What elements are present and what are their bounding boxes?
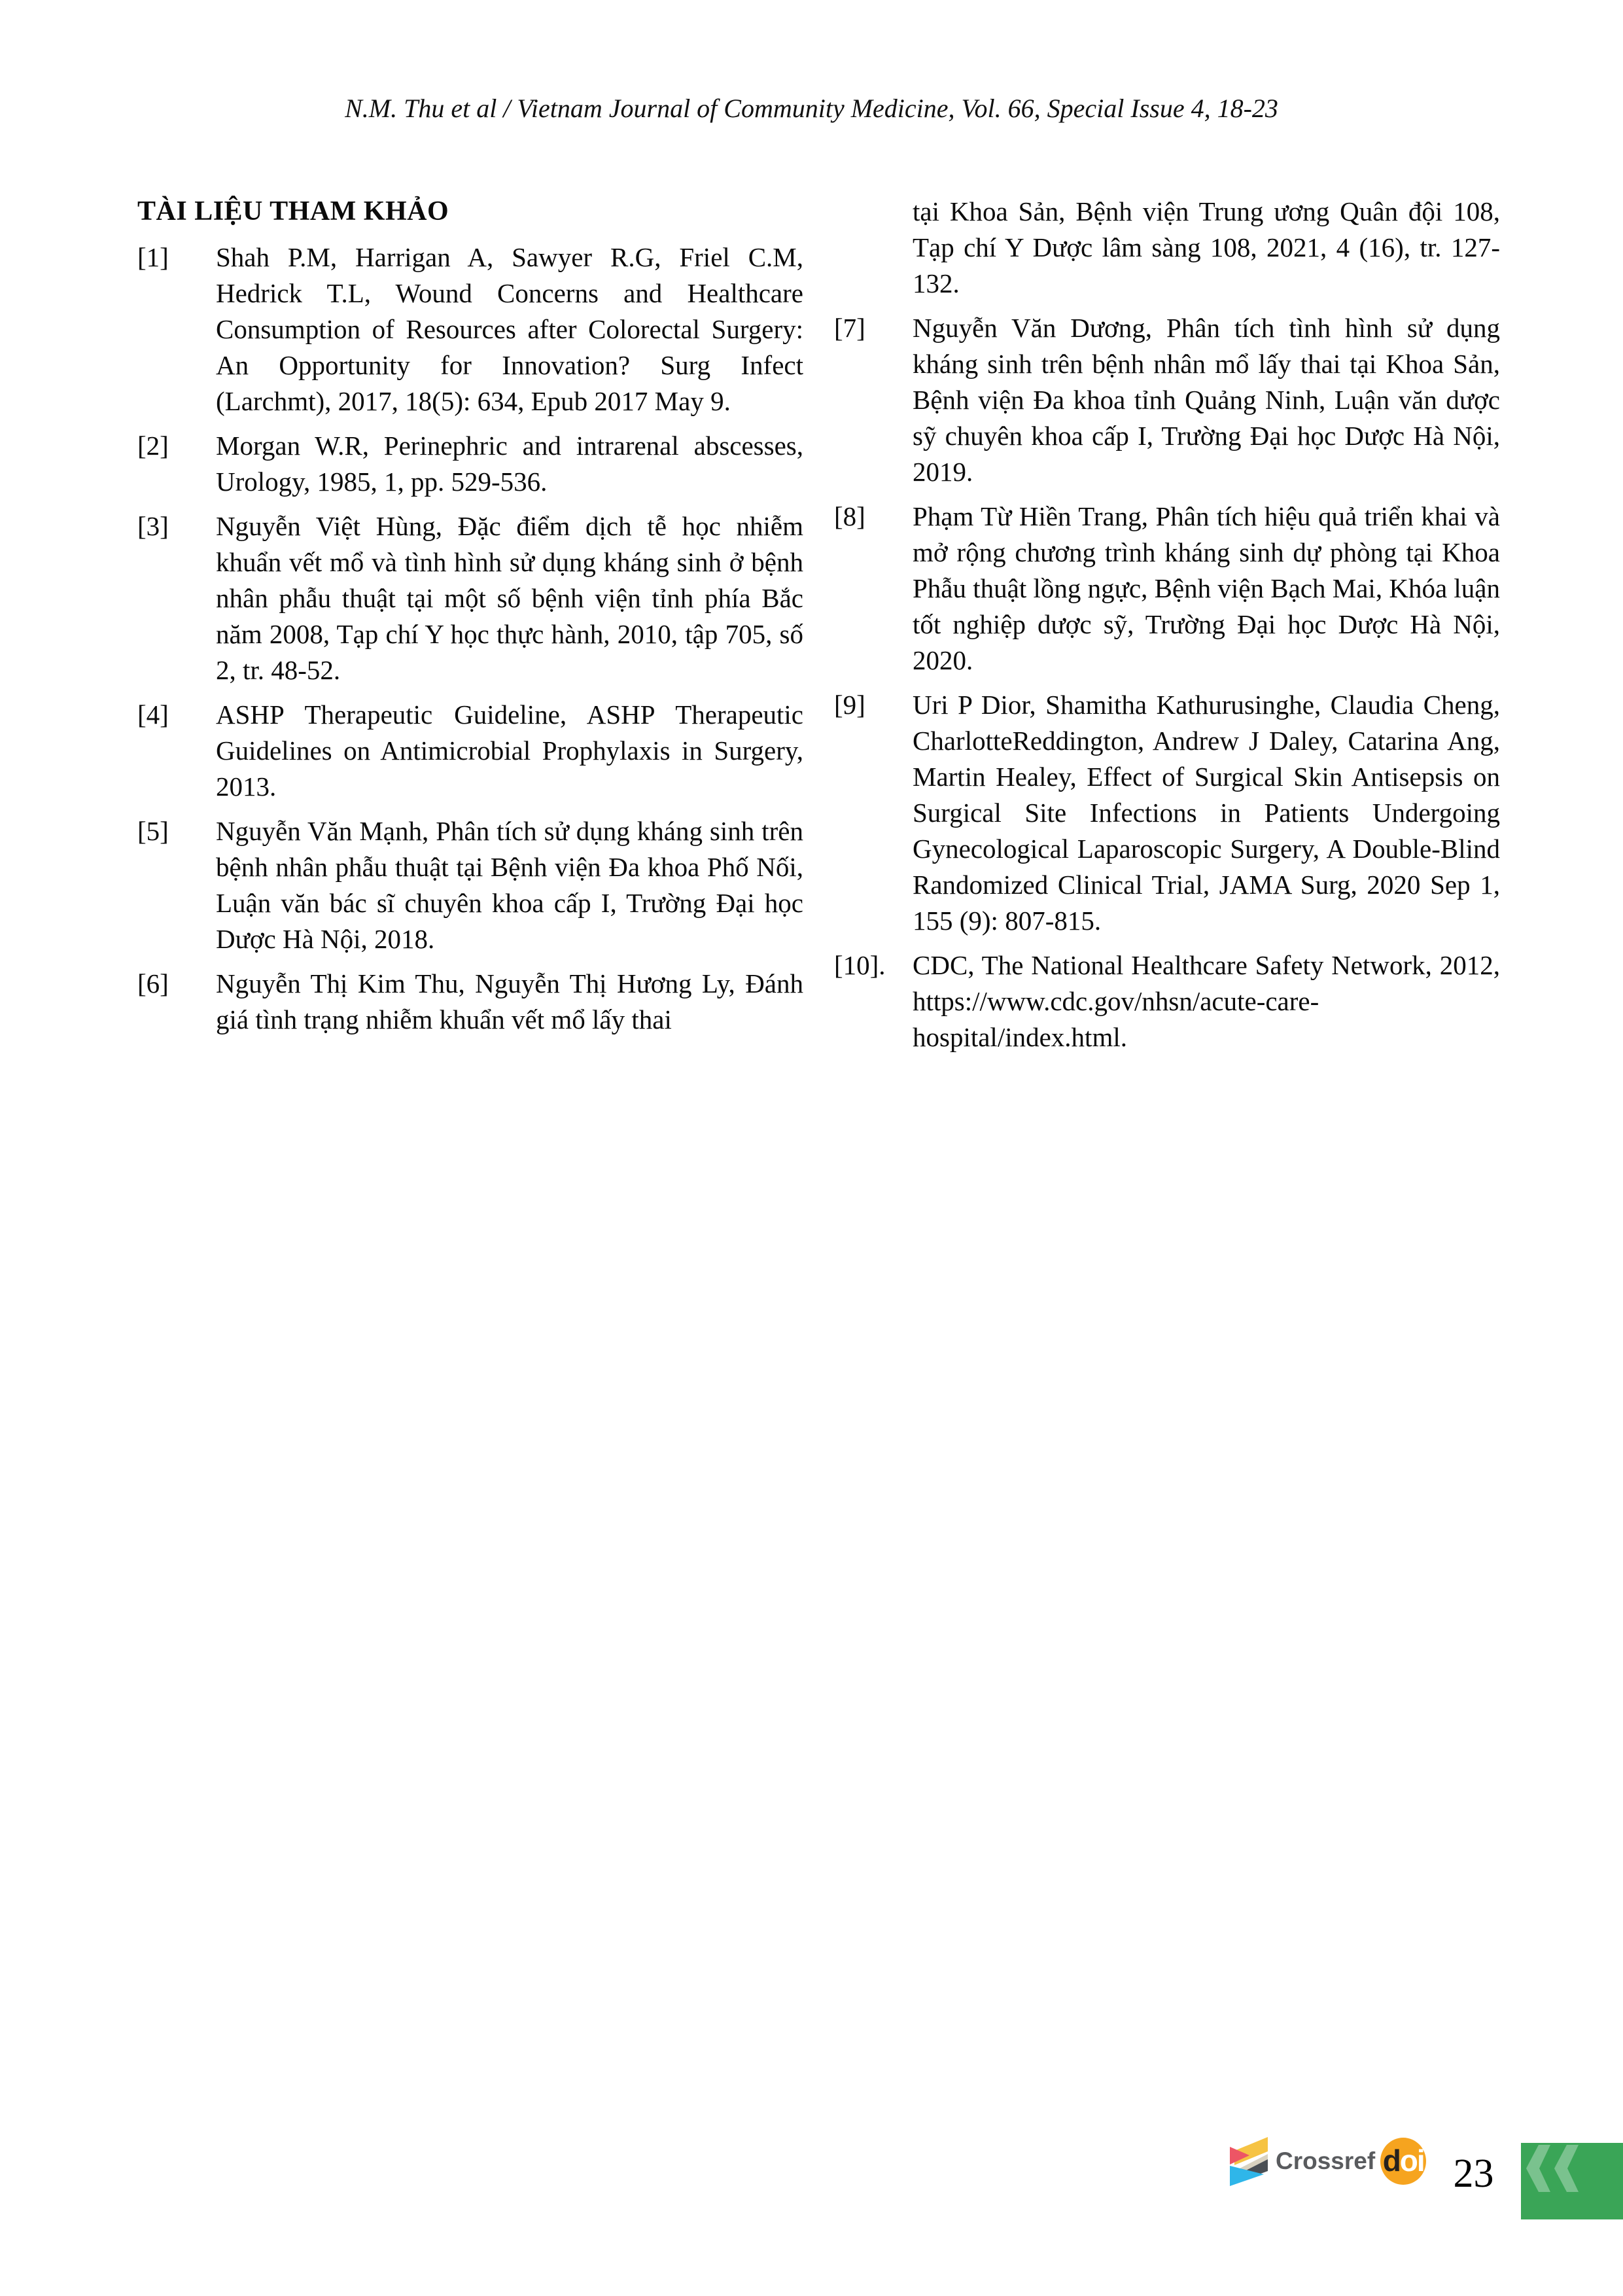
doi-badge-letters-oi: oi: [1399, 2144, 1424, 2178]
reference-item: [834, 499, 1500, 679]
page-number: 23: [1453, 2151, 1494, 2196]
reference-item: [137, 508, 803, 688]
reference-item: [137, 239, 803, 419]
running-header: N.M. Thu et al / Vietnam Journal of Community Medicine, Vol. 66, Special Issue 4, 18-23: [345, 94, 1278, 123]
reference-text: Nguyễn Văn Mạnh, Phân tích sử dụng kháng sinh trên bệnh nhân phẫu thuật tại Bệnh viện Đa khoa Phố Nối, Luận văn bác sĩ chuyên khoa cấp I, Trường Đại học Dược Hà Nội, 2018.: [216, 816, 803, 954]
references-column-right: [834, 194, 1500, 1055]
crossref-mark-icon: [1230, 2137, 1268, 2186]
reference-number: [7]: [834, 313, 865, 343]
reference-number: [10].: [834, 950, 886, 980]
reference-text: Phạm Từ Hiền Trang, Phân tích hiệu quả triển khai và mở rộng chương trình kháng sinh dự phòng tại Khoa Phẫu thuật lồng ngực, Bệnh viện Bạch Mai, Khóa luận tốt nghiệp dược sỹ, Trường Đại học Dược Hà Nội, 2020.: [913, 501, 1500, 675]
reference-number: [6]: [137, 968, 169, 998]
reference-item: [834, 947, 1500, 1055]
double-chevron-left-icon: [1526, 2145, 1592, 2192]
reference-text: Nguyễn Văn Dương, Phân tích tình hình sử dụng kháng sinh trên bệnh nhân mổ lấy thai tại Khoa Sản, Bệnh viện Đa khoa tỉnh Quảng Ninh, Luận văn dược sỹ chuyên khoa cấp I, Trường Đại học Dược Hà Nội, 2019.: [913, 313, 1500, 487]
reference-number: [5]: [137, 816, 169, 846]
reference-number: [8]: [834, 501, 865, 531]
reference-text: tại Khoa Sản, Bệnh viện Trung ương Quân đội 108, Tạp chí Y Dược lâm sàng 108, 2021, 4 (16), tr. 127-132.: [913, 196, 1500, 298]
reference-text: Shah P.M, Harrigan A, Sawyer R.G, Friel C.M, Hedrick T.L, Wound Concerns and Healthcare Consumption of Resources after Colorectal Surgery: An Opportunity for Innovation? Surg Infect (Larchmt), 2017, 18(5): 634, Epub 2017 May 9.: [216, 242, 803, 416]
crossref-doi-logo: [1230, 2130, 1426, 2192]
references-column-left: [137, 194, 803, 1055]
reference-list-right: [834, 194, 1500, 1055]
doi-badge-letter-d: d: [1382, 2144, 1400, 2178]
crossref-wordmark: Crossref: [1276, 2147, 1376, 2174]
reference-item: [137, 813, 803, 957]
reference-number: [9]: [834, 690, 865, 720]
reference-item: [834, 310, 1500, 490]
reference-number: [3]: [137, 511, 169, 541]
page-corner-accent: [1521, 2143, 1623, 2219]
reference-item: [137, 428, 803, 500]
references-section: [137, 194, 1500, 1055]
reference-list-left: [137, 239, 803, 1038]
reference-item: [137, 966, 803, 1038]
reference-item: [137, 697, 803, 805]
reference-continuation: [834, 194, 1500, 302]
reference-text: Morgan W.R, Perinephric and intrarenal abscesses, Urology, 1985, 1, pp. 529-536.: [216, 431, 803, 497]
reference-text: Nguyễn Việt Hùng, Đặc điểm dịch tễ học nhiễm khuẩn vết mổ và tình hình sử dụng kháng sinh ở bệnh nhân phẫu thuật tại một số bệnh viện tỉnh phía Bắc năm 2008, Tạp chí Y học thực hành, 2010, tập 705, số 2, tr. 48-52.: [216, 511, 803, 685]
reference-text: ASHP Therapeutic Guideline, ASHP Therapeutic Guidelines on Antimicrobial Prophylaxis in Surgery, 2013.: [216, 699, 803, 802]
reference-number: [2]: [137, 431, 169, 461]
reference-text: Uri P Dior, Shamitha Kathurusinghe, Claudia Cheng, CharlotteReddington, Andrew J Daley, Catarina Ang, Martin Healey, Effect of Surgical Skin Antisepsis on Surgical Site Infections in Patients Undergoing Gynecological Laparoscopic Surgery, A Double-Blind Randomized Clinical Trial, JAMA Surg, 2020 Sep 1, 155 (9): 807-815.: [913, 690, 1500, 936]
reference-text: Nguyễn Thị Kim Thu, Nguyễn Thị Hương Ly, Đánh giá tình trạng nhiễm khuẩn vết mổ lấy thai: [216, 968, 803, 1034]
reference-item: [834, 687, 1500, 939]
doi-badge: [1380, 2138, 1426, 2185]
reference-number: [1]: [137, 242, 169, 272]
references-section-title: TÀI LIỆU THAM KHẢO: [137, 196, 449, 226]
reference-text: CDC, The National Healthcare Safety Network, 2012, https://www.cdc.gov/nhsn/acute-care-hospital/index.html.: [913, 950, 1500, 1052]
reference-number: [4]: [137, 699, 169, 730]
